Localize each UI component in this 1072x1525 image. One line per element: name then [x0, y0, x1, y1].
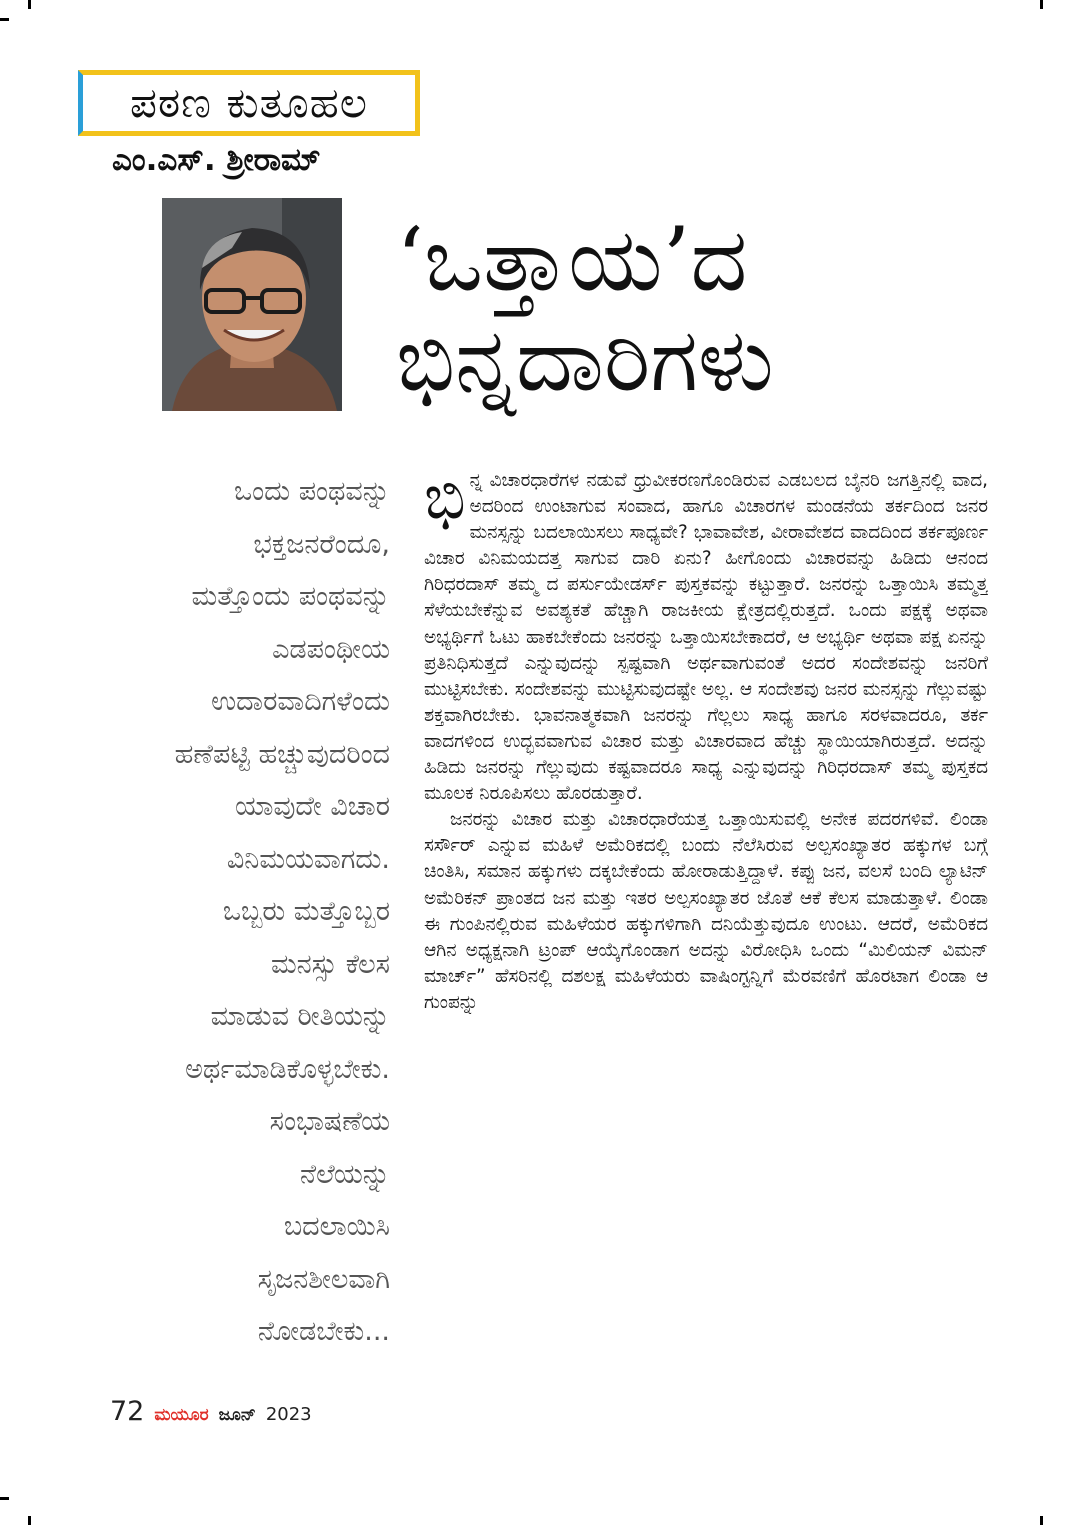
pull-quote-line: ಒಂದು ಪಂಥವನ್ನು: [233, 476, 390, 507]
pull-quote-line: ನೆಲೆಯನ್ನು: [300, 1158, 390, 1190]
headline-line-2: ಭಿನ್ನದಾರಿಗಳು: [396, 308, 774, 411]
pull-quote-line: ಸಂಭಾಷಣೆಯ: [269, 1106, 390, 1137]
pull-quote-line: ಎಡಪಂಥೀಯ: [272, 633, 390, 665]
pull-quote-line: ಮನಸ್ಸು ಕೆಲಸ: [271, 948, 390, 980]
pull-quote-line: ಹಣೆಪಟ್ಟಿ ಹಚ್ಚುವುದರಿಂದ: [174, 738, 390, 770]
crop-mark: [28, 1516, 31, 1525]
pull-quote-line: ಸೃಜನಶೀಲವಾಗಿ: [257, 1263, 390, 1295]
page-number: 72: [110, 1396, 145, 1427]
author-photo: [162, 198, 342, 411]
article-paragraph: [424, 468, 988, 807]
author-portrait-icon: [162, 198, 342, 411]
pull-quote-line: ಬದಲಾಯಿಸಿ: [283, 1211, 390, 1242]
pull-quote-line: ನೋಡಬೇಕು...: [257, 1316, 390, 1347]
author-byline: ಎಂ.ಎಸ್. ಶ್ರೀರಾಮ್: [112, 142, 321, 178]
paragraph-text: ನ್ನ ವಿಚಾರಧಾರೆಗಳ ನಡುವೆ ಧ್ರುವೀಕರಣಗೊಂಡಿರುವ ಎಡಬಲದ ಬೈನರಿ ಜಗತ್ತಿನಲ್ಲಿ ವಾದ, ಅದರಿಂದ ಉಂಟಾಗುವ ಸಂವಾದ, ಹಾಗೂ ವಿಚಾರಗಳ ಮಂಡನೆಯ ತರ್ಕದಿಂದ ಜನರ ಮನಸ್ಸನ್ನು ಬದಲಾಯಿಸಲು ಸಾಧ್ಯವೇ? ಭಾವಾವೇಶ, ವೀರಾವೇಶದ ವಾದದಿಂದ ತರ್ಕಪೂರ್ಣ ವಿಚಾರ ವಿನಿಮಯದತ್ತ ಸಾಗುವ ದಾರಿ ಏನು? ಹೀಗೊಂದು ವಿಚಾರವನ್ನು ಹಿಡಿದು ಆನಂದ ಗಿರಿಧರದಾಸ್ ತಮ್ಮ ದ ಪರ್ಸುಯೇಡರ್ಸ್ ಪುಸ್ತಕವನ್ನು ಕಟ್ಟುತ್ತಾರೆ. ಜನರನ್ನು ಒತ್ತಾಯಿಸಿ ತಮ್ಮತ್ತ ಸೆಳೆಯಬೇಕೆನ್ನುವ ಅವಶ್ಯಕತೆ ಹೆಚ್ಚಾಗಿ ರಾಜಕೀಯ ಕ್ಷೇತ್ರದಲ್ಲಿರುತ್ತದೆ. ಒಂದು ಪಕ್ಷಕ್ಕೆ ಅಥವಾ ಅಭ್ಯರ್ಥಿಗೆ ಓಟು ಹಾಕಬೇಕೆಂದು ಜನರನ್ನು ಒತ್ತಾಯಿಸಬೇಕಾದರೆ, ಆ ಅಭ್ಯರ್ಥಿ ಅಥವಾ ಪಕ್ಷ ಏನನ್ನು ಪ್ರತಿನಿಧಿಸುತ್ತದೆ ಎನ್ನುವುದನ್ನು ಸ್ಪಷ್ಟವಾಗಿ ಅರ್ಥವಾಗುವಂತೆ ಅದರ ಸಂದೇಶವನ್ನು ಜನರಿಗೆ ಮುಟ್ಟಿಸಬೇಕು. ಸಂದೇಶವನ್ನು ಮುಟ್ಟಿಸುವುದಷ್ಟೇ ಅಲ್ಲ. ಆ ಸಂದೇಶವು ಜನರ ಮನಸ್ಸನ್ನು ಗೆಲ್ಲುವಷ್ಟು ಶಕ್ತವಾಗಿರಬೇಕು. ಭಾವನಾತ್ಮಕವಾಗಿ ಜನರನ್ನು ಗೆಲ್ಲಲು ಸಾಧ್ಯ ಹಾಗೂ ಸರಳವಾದರೂ, ತರ್ಕ ವಾದಗಳಿಂದ ಉದ್ಭವವಾಗುವ ವಿಚಾರ ಮತ್ತು ವಿಚಾರವಾದ ಹೆಚ್ಚು ಸ್ಥಾಯಿಯಾಗಿರುತ್ತದೆ. ಅದನ್ನು ಹಿಡಿದು ಜನರನ್ನು ಗೆಲ್ಲುವುದು ಕಷ್ಟವಾದರೂ ಸಾಧ್ಯ ಎನ್ನುವುದನ್ನು ಗಿರಿಧರದಾಸ್ ತಮ್ಮ ಪುಸ್ತಕದ ಮೂಲಕ ನಿರೂಪಿಸಲು ಹೊರಡುತ್ತಾರೆ.: [424, 470, 988, 805]
column-logo: [78, 70, 420, 136]
drop-cap: ಭಿ: [424, 468, 466, 533]
pull-quote-line: ವಿನಿಮಯವಾಗದು.: [226, 843, 390, 875]
pull-quote-line: ಉದಾರವಾದಿಗಳೆಂದು: [211, 686, 390, 717]
article-paragraph: ಜನರನ್ನು ವಿಚಾರ ಮತ್ತು ವಿಚಾರಧಾರೆಯತ್ತ ಒತ್ತಾಯಿಸುವಲ್ಲಿ ಅನೇಕ ಪದರಗಳಿವೆ. ಲಿಂಡಾ ಸರ್ಸೌರ್ ಎನ್ನುವ ಮಹಿಳೆ ಅಮೆರಿಕದಲ್ಲಿ ಬಂದು ನೆಲೆಸಿರುವ ಅಲ್ಪಸಂಖ್ಯಾತರ ಹಕ್ಕುಗಳ ಬಗ್ಗೆ ಚಿಂತಿಸಿ, ಸಮಾನ ಹಕ್ಕುಗಳು ದಕ್ಕಬೇಕೆಂದು ಹೋರಾಡುತ್ತಿದ್ದಾಳೆ. ಕಪ್ಪು ಜನ, ವಲಸೆ ಬಂದಿ ಲ್ಯಾಟಿನ್ ಅಮೆರಿಕನ್ ಪ್ರಾಂತದ ಜನ ಮತ್ತು ಇತರ ಅಲ್ಪಸಂಖ್ಯಾತರ ಜೊತೆ ಆಕೆ ಕೆಲಸ ಮಾಡುತ್ತಾಳೆ. ಲಿಂಡಾ ಈ ಗುಂಪಿನಲ್ಲಿರುವ ಮಹಿಳೆಯರ ಹಕ್ಕುಗಳಿಗಾಗಿ ದನಿಯೆತ್ತುವುದೂ ಉಂಟು. ಆದರೆ, ಅಮೆರಿಕದ ಆಗಿನ ಅಧ್ಯಕ್ಷನಾಗಿ ಟ್ರಂಪ್ ಆಯ್ಕೆಗೊಂಡಾಗ ಅದನ್ನು ವಿರೋಧಿಸಿ ಒಂದು “ಮಿಲಿಯನ್ ವಿಮನ್ ಮಾರ್ಚ್” ಹೆಸರಿನಲ್ಲಿ ದಶಲಕ್ಷ ಮಹಿಳೆಯರು ವಾಷಿಂಗ್ಟನ್ನಿಗೆ ಮೆರವಣಿಗೆ ಹೊರಟಾಗ ಲಿಂಡಾ ಆ ಗುಂಪನ್ನು: [424, 809, 988, 1013]
pull-quote-line: ಮಾಡುವ ರೀತಿಯನ್ನು: [210, 1001, 390, 1032]
crop-mark: [1040, 0, 1043, 9]
issue-year: 2023: [265, 1404, 312, 1425]
magazine-name: ಮಯೂರ: [154, 1405, 209, 1425]
pull-quote-line: ಮತ್ತೊಂದು ಪಂಥವನ್ನು: [191, 581, 390, 612]
pull-quote-line: ಭಕ್ತಜನರೆಂದೂ,: [253, 528, 390, 560]
pull-quote-line: ಅರ್ಥಮಾಡಿಕೊಳ್ಳಬೇಕು.: [185, 1053, 390, 1085]
article-headline: [396, 210, 1036, 410]
crop-mark: [0, 18, 9, 21]
pull-quote-line: ಯಾವುದೇ ವಿಚಾರ: [234, 791, 390, 822]
page-footer: [110, 1396, 312, 1426]
crop-mark: [0, 1497, 9, 1500]
column-name: ಪಠಣ ಕುತೂಹಲ: [130, 78, 368, 127]
issue-month: ಜೂನ್: [218, 1405, 256, 1425]
article-body: [424, 468, 988, 1378]
headline-line-1: ‘ಒತ್ತಾಯ’ದ: [396, 208, 748, 311]
crop-mark: [28, 0, 31, 9]
crop-mark: [1040, 1516, 1043, 1525]
pull-quote: [100, 466, 390, 1359]
pull-quote-line: ಒಬ್ಬರು ಮತ್ತೊಬ್ಬರ: [222, 896, 390, 927]
